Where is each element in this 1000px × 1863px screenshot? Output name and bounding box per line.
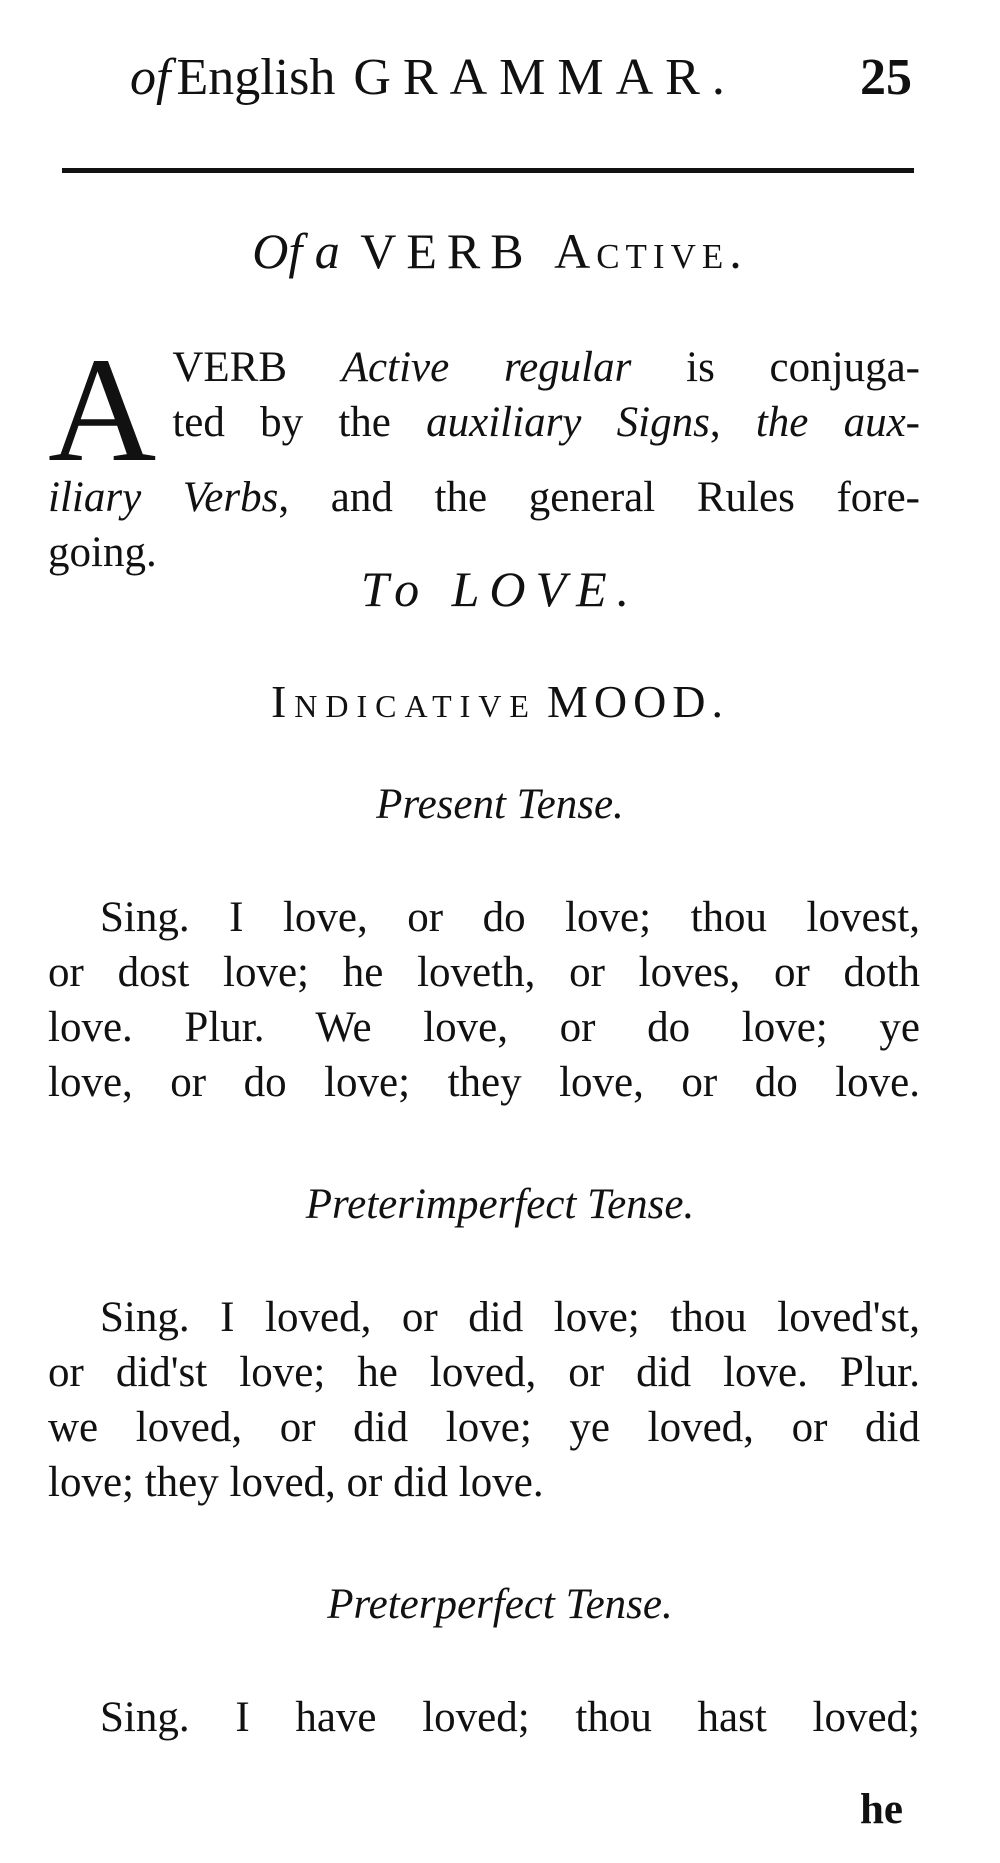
- intro-text: is conjuga-: [631, 344, 920, 391]
- tense-heading-preterperfect: Preterperfect Tense.: [327, 1581, 673, 1628]
- conjugation-line: Sing. I loved, or did love; thou loved'st,: [100, 1294, 920, 1341]
- conjugation-line: love, or do love; they love, or do love.: [48, 1059, 920, 1106]
- conjugation-preterimperfect: [48, 1290, 920, 1510]
- running-head-of: of: [130, 49, 171, 106]
- conjugation-line: Sing. I love, or do love; thou lovest,: [100, 894, 920, 941]
- running-head-grammar: GRAMMAR.: [353, 49, 737, 106]
- intro-line: [48, 395, 920, 450]
- page-number: 25: [860, 49, 912, 106]
- catchword: he: [860, 1786, 903, 1833]
- intro-text: ,: [709, 399, 756, 446]
- mood-heading: [0, 675, 1000, 728]
- intro-text: , and the general Rules fore-: [278, 474, 920, 521]
- intro-text: ted by the: [172, 399, 427, 446]
- conjugation-preterperfect: [48, 1690, 920, 1745]
- intro-text: VERB: [172, 344, 342, 391]
- chapter-title-active: Active.: [554, 223, 748, 279]
- intro-italic: the aux-: [755, 399, 920, 446]
- conjugation-present: [48, 890, 920, 1110]
- header-rule: [62, 168, 914, 173]
- conjugation-line: we loved, or did love; ye loved, or did: [48, 1404, 920, 1451]
- intro-text: going.: [48, 529, 157, 576]
- intro-italic: auxiliary Signs: [426, 399, 710, 446]
- intro-italic: iliary Verbs: [48, 474, 279, 521]
- running-head: [0, 38, 1000, 128]
- chapter-title-of-a: Of a: [252, 223, 340, 279]
- intro-italic: Active regular: [341, 344, 632, 391]
- drop-cap: A: [48, 327, 157, 493]
- intro-paragraph: [48, 327, 920, 580]
- running-head-english: English: [176, 49, 336, 106]
- conjugation-line: or did'st love; he loved, or did love. Plur.: [48, 1349, 920, 1396]
- intro-line: [48, 470, 920, 525]
- verb-heading: To LOVE.: [360, 561, 640, 617]
- chapter-title-verb: VERB: [360, 223, 534, 279]
- tense-heading-present: Present Tense.: [376, 781, 624, 828]
- intro-line: [48, 340, 920, 395]
- mood-heading-mood: MOOD.: [546, 676, 730, 727]
- conjugation-line: Sing. I have loved; thou hast loved;: [100, 1694, 920, 1741]
- conjugation-line: love; they loved, or did love.: [48, 1459, 544, 1506]
- chapter-title: [0, 222, 1000, 280]
- tense-heading-preterimperfect: Preterimperfect Tense.: [305, 1181, 695, 1228]
- conjugation-line: or dost love; he loveth, or loves, or doth: [48, 949, 920, 996]
- conjugation-line: love. Plur. We love, or do love; ye: [48, 1004, 920, 1051]
- running-head-title: [130, 48, 737, 107]
- mood-heading-indicative: Indicative: [270, 676, 537, 727]
